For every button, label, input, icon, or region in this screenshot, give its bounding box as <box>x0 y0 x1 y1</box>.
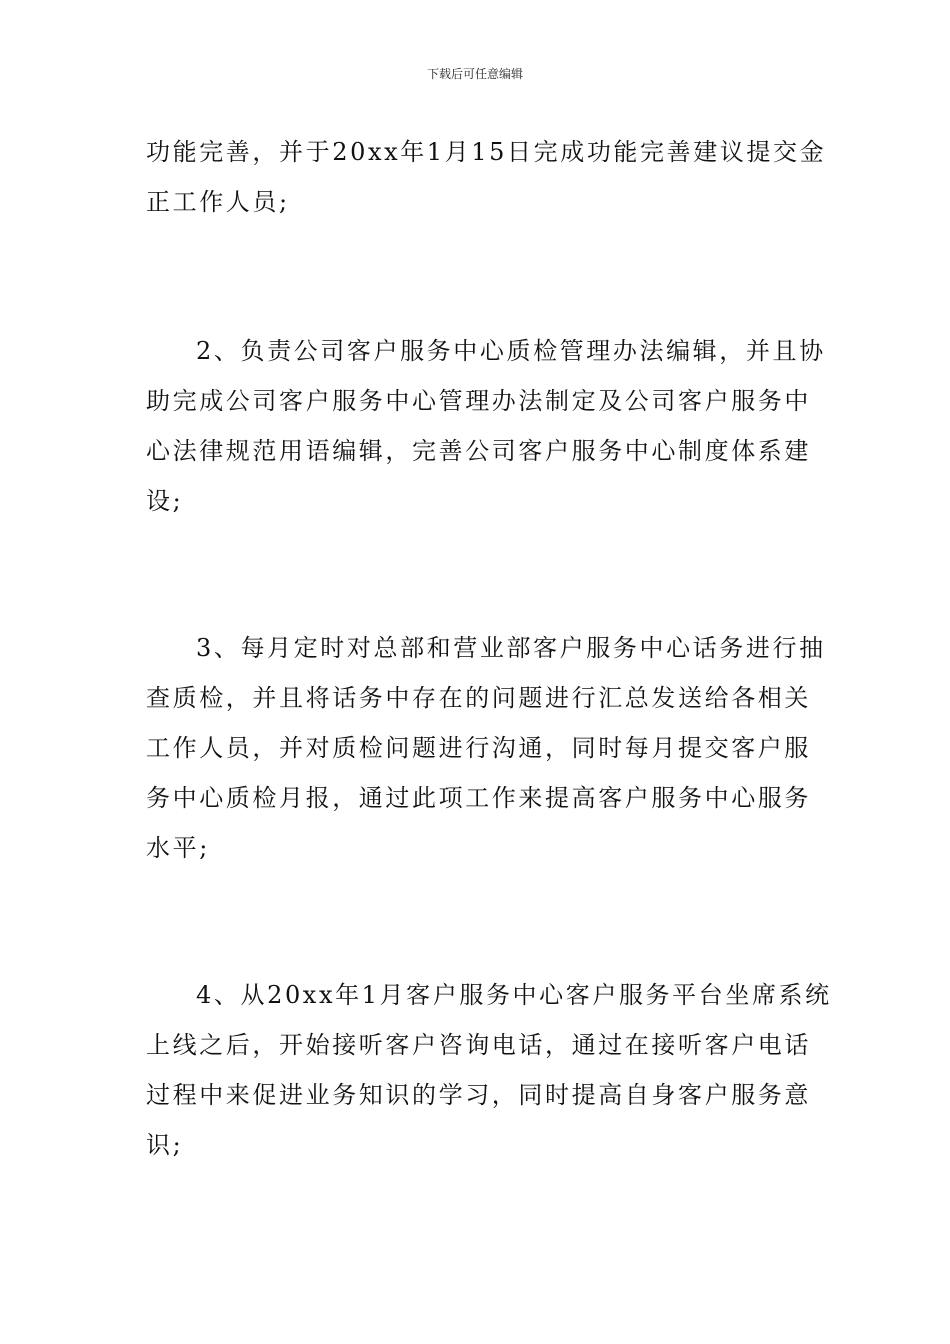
paragraph-line: 查质检，并且将话务中存在的问题进行汇总发送给各相关 <box>146 684 811 712</box>
paragraph-item-2 <box>146 326 826 526</box>
paragraph-item-4 <box>146 970 832 1170</box>
paragraph-line: 识; <box>146 1131 184 1159</box>
paragraph-line: 4、从20xx年1月客户服务中心客户服务平台坐席系统 <box>196 981 832 1009</box>
paragraph-line: 助完成公司客户服务中心管理办法制定及公司客户服务中 <box>146 387 811 415</box>
paragraph-line: 功能完善，并于20xx年1月15日完成功能完善建议提交金 <box>146 138 827 166</box>
paragraph-continuation <box>146 127 827 227</box>
paragraph-line: 心法律规范用语编辑，完善公司客户服务中心制度体系建 <box>146 437 811 465</box>
paragraph-line: 水平; <box>146 834 210 862</box>
page-header: 下载后可任意编辑 <box>426 67 523 81</box>
paragraph-line: 2、负责公司客户服务中心质检管理办法编辑，并且协 <box>196 337 826 365</box>
paragraph-item-3 <box>146 623 826 873</box>
paragraph-line: 正工作人员; <box>146 188 290 216</box>
paragraph-line: 上线之后，开始接听客户咨询电话，通过在接听客户电话 <box>146 1031 811 1059</box>
paragraph-line: 工作人员，并对质检问题进行沟通，同时每月提交客户服 <box>146 734 811 762</box>
paragraph-line: 设; <box>146 487 184 515</box>
paragraph-line: 过程中来促进业务知识的学习，同时提高自身客户服务意 <box>146 1081 811 1109</box>
paragraph-line: 3、每月定时对总部和营业部客户服务中心话务进行抽 <box>196 634 826 662</box>
paragraph-line: 务中心质检月报，通过此项工作来提高客户服务中心服务 <box>146 784 811 812</box>
